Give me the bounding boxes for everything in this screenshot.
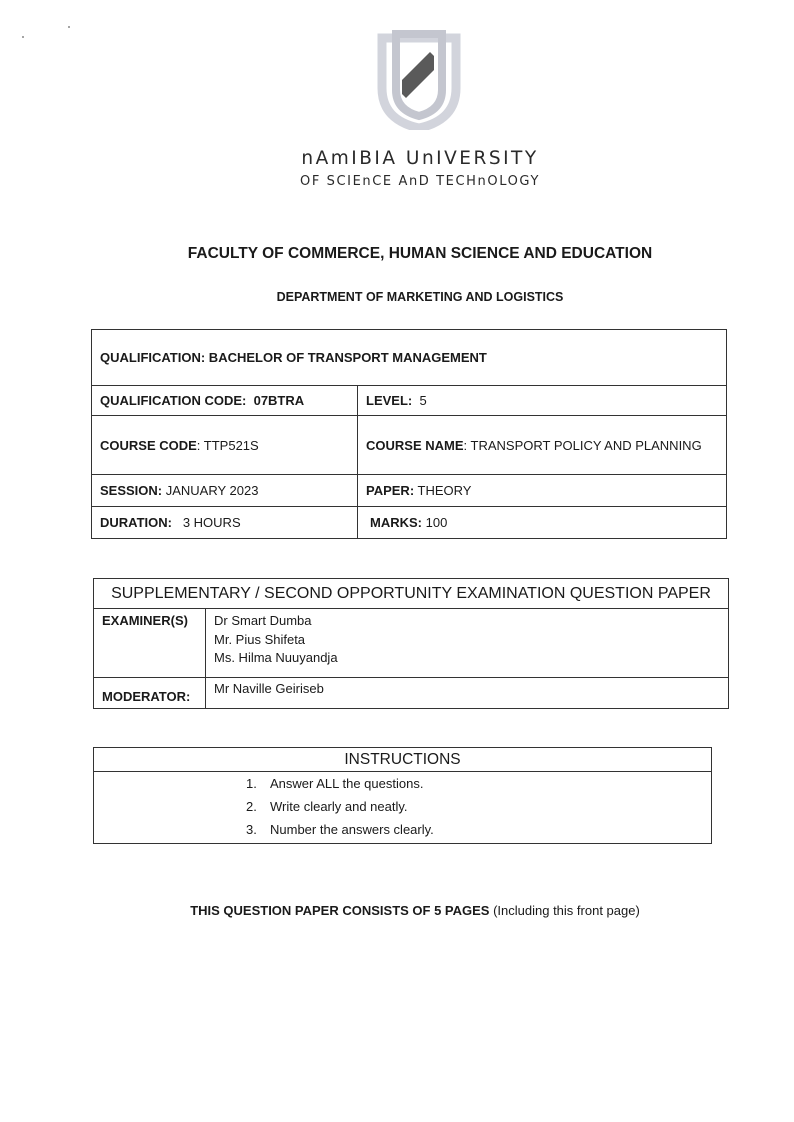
qual-code-value: 07BTRA [246, 393, 305, 408]
course-code-label: COURSE CODE [100, 437, 197, 453]
page-count-bold: THIS QUESTION PAPER CONSISTS OF 5 PAGES [190, 903, 490, 918]
instruction-item [246, 818, 711, 841]
faculty-title: FACULTY OF COMMERCE, HUMAN SCIENCE AND EDUCATION [187, 245, 653, 262]
qual-code-cell [92, 386, 358, 416]
university-name: nAmIBIA UnIVERSITY [301, 148, 539, 169]
examiner-name: Mr. Pius Shifeta [214, 631, 306, 647]
instructions-body [94, 772, 712, 844]
page-count-normal: (Including this front page) [489, 903, 640, 918]
instructions-table [93, 747, 712, 844]
page-count-note [0, 903, 794, 918]
examiner-name: Dr Smart Dumba [214, 613, 312, 628]
qualification-value: BACHELOR OF TRANSPORT MANAGEMENT [205, 350, 487, 365]
session-cell [92, 475, 358, 507]
instruction-text: Write clearly and neatly. [270, 799, 408, 814]
level-cell [358, 386, 727, 416]
duration-label: DURATION: [100, 515, 172, 530]
university-logo-icon [374, 30, 464, 130]
session-value: JANUARY 2023 [162, 483, 259, 498]
marks-label: MARKS: [370, 515, 422, 530]
department-title: DEPARTMENT OF MARKETING AND LOGISTICS [276, 290, 564, 304]
instruction-number: 2. [246, 799, 257, 814]
paper-value: THEORY [414, 483, 472, 498]
course-name-cell [358, 416, 727, 475]
examiners-label: EXAMINER(S) [94, 609, 206, 678]
university-subtitle: OF SCIEnCE AnD TECHnOLOGY [299, 174, 540, 189]
course-details-table [91, 329, 727, 539]
instruction-number: 1. [246, 776, 257, 791]
paper-cell [358, 475, 727, 507]
examiners-list [206, 609, 729, 678]
marks-cell [358, 507, 727, 539]
session-label: SESSION: [100, 483, 163, 498]
instructions-title: INSTRUCTIONS [344, 750, 461, 768]
instruction-number: 3. [246, 822, 257, 837]
course-name-value: : TRANSPORT POLICY AND PLANNING [463, 437, 702, 453]
instruction-item [246, 772, 711, 795]
level-label: LEVEL: [366, 393, 413, 408]
moderator-label: MODERATOR: [94, 678, 206, 709]
qualification-cell [92, 330, 727, 386]
course-code-value: : TTP521S [196, 437, 259, 453]
paper-label: PAPER: [366, 483, 415, 498]
course-code-cell [92, 416, 358, 475]
moderator-name: Mr Naville Geiriseb [206, 678, 729, 709]
instruction-item [246, 795, 711, 818]
instruction-text: Number the answers clearly. [270, 822, 434, 837]
scan-speck [68, 26, 70, 28]
instructions-title-cell [94, 748, 712, 772]
qual-code-label: QUALIFICATION CODE: [100, 393, 247, 408]
instructions-list [246, 772, 711, 841]
duration-cell [92, 507, 358, 539]
course-name-label: COURSE NAME [366, 437, 464, 453]
scan-speck [22, 36, 24, 38]
qualification-label: QUALIFICATION: [100, 350, 206, 365]
marks-value: 100 [422, 515, 448, 530]
exam-title-cell [94, 579, 729, 609]
exam-title: SUPPLEMENTARY / SECOND OPPORTUNITY EXAMINATION QUESTION PAPER [111, 584, 711, 602]
examination-table [93, 578, 729, 709]
level-value: 5 [412, 393, 427, 408]
instruction-text: Answer ALL the questions. [270, 776, 424, 791]
examiner-name: Ms. Hilma Nuuyandja [214, 650, 338, 665]
duration-value: 3 HOURS [171, 515, 241, 530]
